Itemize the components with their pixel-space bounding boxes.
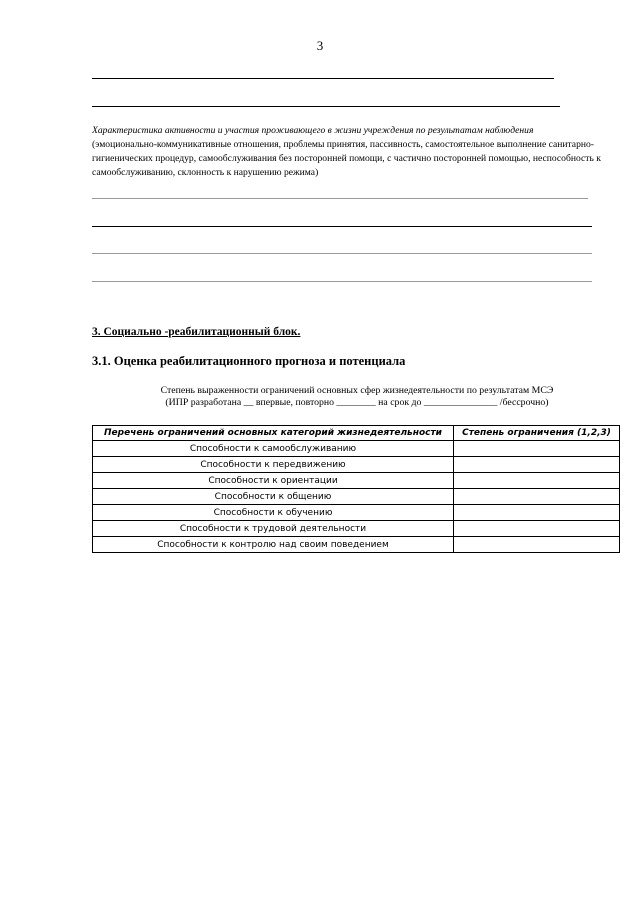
characteristics-title: Характеристика активности и участия проживающего в жизни учреждения по результатам наблюдения	[92, 125, 534, 136]
degree-cell[interactable]	[454, 521, 620, 537]
table-row	[93, 473, 620, 489]
header-category: Перечень ограничений основных категорий жизнедеятельности	[93, 426, 454, 441]
degree-cell[interactable]	[454, 537, 620, 553]
degree-cell[interactable]	[454, 473, 620, 489]
table-header-row	[93, 426, 620, 441]
blank-line-2[interactable]	[92, 106, 560, 107]
degree-cell[interactable]	[454, 505, 620, 521]
blank-line-1[interactable]	[92, 78, 554, 79]
answer-line-3[interactable]	[92, 253, 592, 254]
table-row	[93, 521, 620, 537]
answer-line-4[interactable]	[92, 281, 592, 282]
row-label: Способности к обучению	[93, 505, 454, 521]
section-3-title: 3. Социально -реабилитационный блок.	[92, 326, 301, 338]
answer-line-2[interactable]	[92, 226, 592, 227]
table-row	[93, 441, 620, 457]
table-row	[93, 537, 620, 553]
row-label: Способности к контролю над своим поведением	[93, 537, 454, 553]
row-label: Способности к самообслуживанию	[93, 441, 454, 457]
row-label: Способности к общению	[93, 489, 454, 505]
section-3-1-title: 3.1. Оценка реабилитационного прогноза и потенциала	[92, 354, 406, 368]
row-label: Способности к передвижению	[93, 457, 454, 473]
row-label: Способности к ориентации	[93, 473, 454, 489]
header-degree: Степень ограничения (1,2,3)	[454, 426, 620, 441]
degree-cell[interactable]	[454, 441, 620, 457]
limitations-table	[92, 425, 620, 553]
table-row	[93, 505, 620, 521]
answer-line-1[interactable]	[92, 198, 588, 199]
table-row	[93, 489, 620, 505]
ipr-line-2: (ИПР разработана __ впервые, повторно ________ на срок до _______________ /бессрочно)	[165, 397, 549, 408]
characteristics-block	[92, 124, 602, 180]
row-label: Способности к трудовой деятельности	[93, 521, 454, 537]
page-number: 3	[316, 38, 324, 53]
characteristics-detail: (эмоционально-коммуникативные отношения, проблемы принятия, пассивность, самостоятельное выполнение санитарно-гигиенических процедур, самообслуживания без посторонней помощи, с частично посторонней помощью, неспособность к самообслуживанию, склонность к нарушению режима)	[92, 139, 601, 178]
degree-cell[interactable]	[454, 457, 620, 473]
table-row	[93, 457, 620, 473]
ipr-line-1: Степень выраженности ограничений основных сфер жизнедеятельности по результатам МСЭ	[160, 385, 554, 396]
degree-cell[interactable]	[454, 489, 620, 505]
